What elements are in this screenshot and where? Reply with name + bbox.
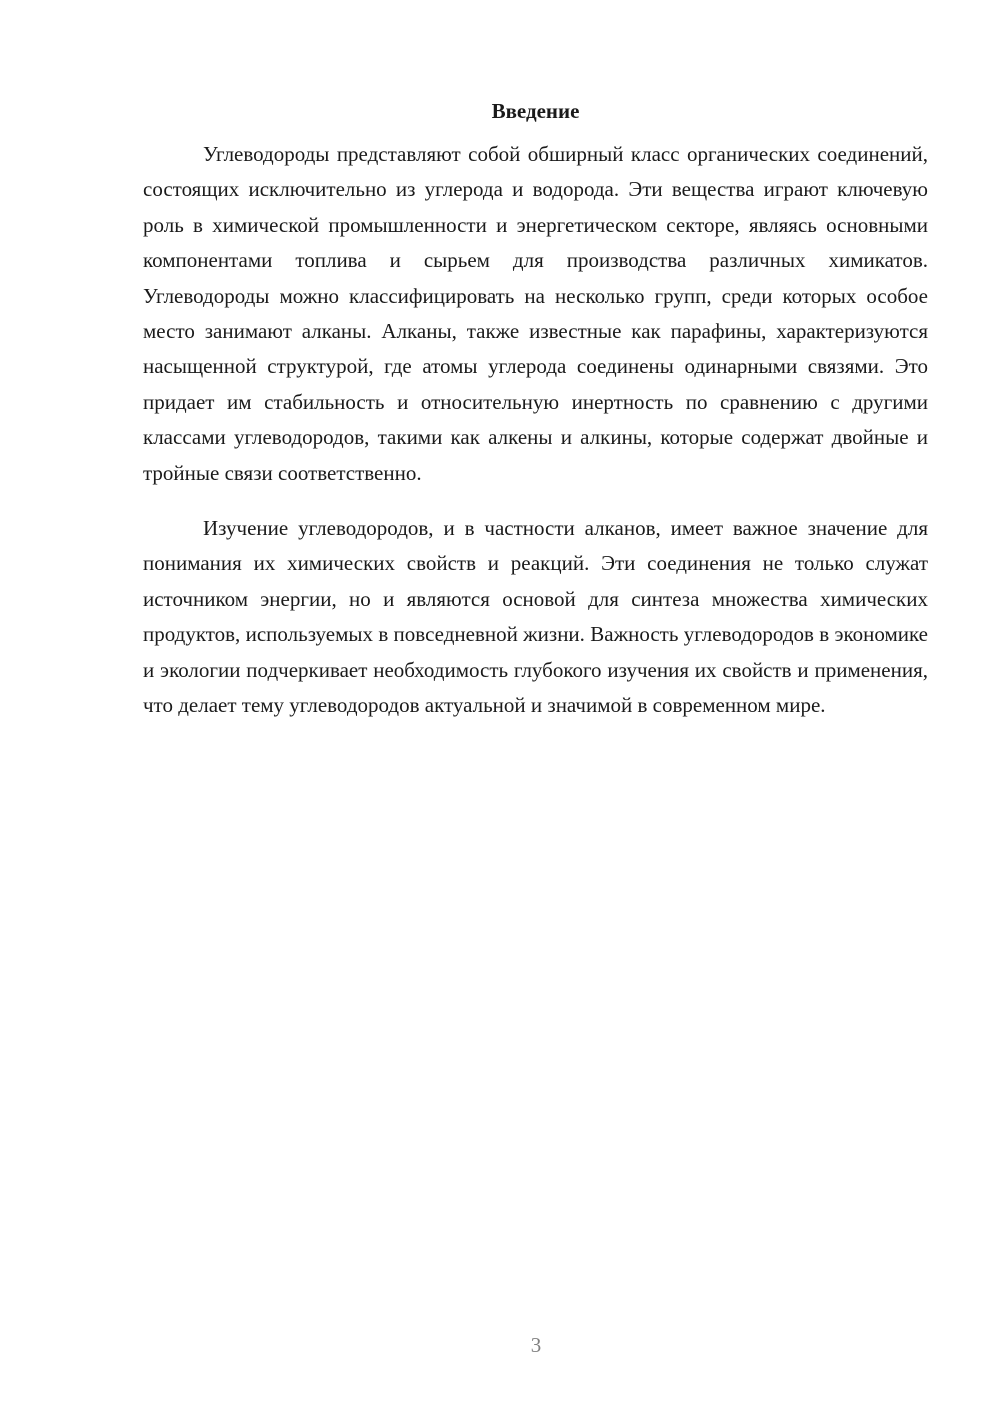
page-content [143, 96, 928, 724]
paragraph-intro: Углеводороды представляют собой обширный класс органических соединений, состоящих исключительно из углерода и водорода. Эти вещества играют ключевую роль в химической промышленности и энергетическом секторе, являясь основными компонентами топлива и сырьем для производства различных химикатов. Углеводороды можно классифицировать на несколько групп, среди которых особое место занимают алканы. Алканы, также известные как парафины, характеризуются насыщенной структурой, где атомы углерода соединены одинарными связями. Это придает им стабильность и относительную инертность по сравнению с другими классами углеводородов, такими как алкены и алкины, которые содержат двойные и тройные связи соответственно. [143, 142, 928, 485]
page-number: 3 [530, 1333, 542, 1357]
section-title: Введение [491, 99, 580, 123]
paragraph-study: Изучение углеводородов, и в частности алканов, имеет важное значение для понимания их химических свойств и реакций. Эти соединения не только служат источником энергии, но и являются основой для синтеза множества химических продуктов, используемых в повседневной жизни. Важность углеводородов в экономике и экологии подчеркивает необходимость глубокого изучения их свойств и применения, что делает тему углеводородов актуальной и значимой в современном мире. [143, 516, 928, 718]
